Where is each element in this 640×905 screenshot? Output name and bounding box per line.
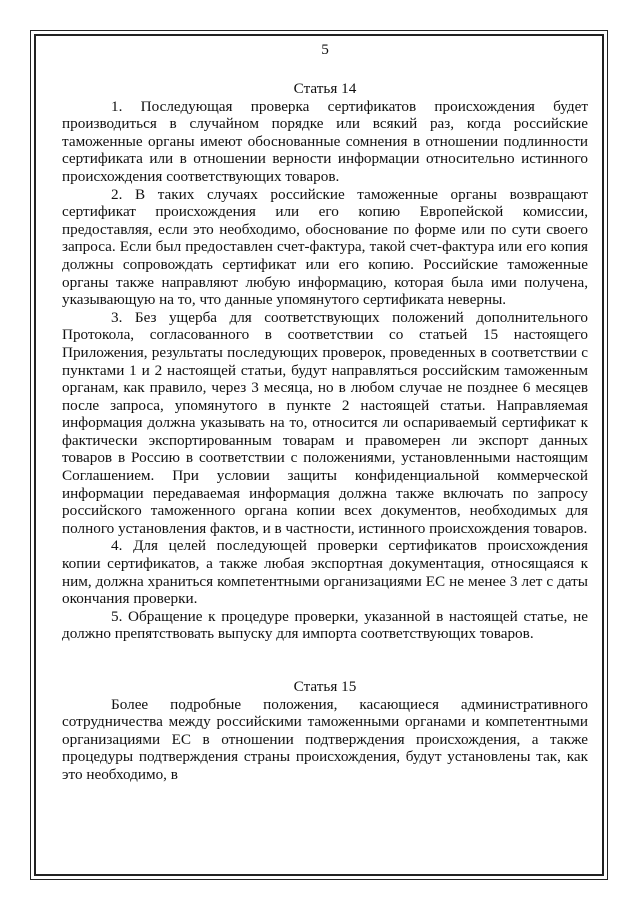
paragraph: 2. В таких случаях российские таможенные органы возвращают сертификат происхождения или его копию Европейской комиссии, предоставляя, если это необходимо, обоснование по форме или по сути своего запроса. Если был предоставлен счет-фактура, такой счет-фактура или его копия должны сопровождать сертификат или его копию. Российские таможенные органы также направляют любую информацию, которая была ими получена, указывающую на то, что данные упомянутого сертификата неверны.	[62, 185, 588, 309]
page-number: 5	[321, 41, 329, 58]
paragraph: 5. Обращение к процедуре проверки, указанной в настоящей статье, не должно препятствовать выпуску для импорта соответствующих товаров.	[62, 607, 588, 643]
article-title: Статья 14	[293, 80, 357, 97]
article-14	[62, 80, 588, 643]
paragraph: 1. Последующая проверка сертификатов происхождения будет производиться в случайном порядке или всякий раз, когда российские таможенные органы имеют обоснованные сомнения в отношении подлинности сертификата или в отношении верности информации относительно истинного происхождения соответствующих товаров.	[62, 97, 588, 185]
article-15	[62, 678, 588, 784]
section-gap	[62, 643, 588, 678]
paragraph: 4. Для целей последующей проверки сертификатов происхождения копии сертификатов, а также любая экспортная документация, относящаяся к ним, должна храниться компетентными организациями ЕС не менее 3 лет с даты окончания проверки.	[62, 537, 588, 608]
article-title: Статья 15	[293, 678, 357, 695]
paragraph: Более подробные положения, касающиеся административного сотрудничества между российскими таможенными органами и компетентными организациями ЕС в отношении подтверждения происхождения, а также процедуры подтверждения страны происхождения, будут установлены так, как это необходимо, в	[62, 695, 588, 783]
document-body	[62, 40, 588, 784]
paragraph: 3. Без ущерба для соответствующих положений дополнительного Протокола, согласованного в соответствии со статьей 15 настоящего Приложения, результаты последующих проверок, проведенных в соответствии с пунктами 1 и 2 настоящей статьи, будут направляться российским таможенным органам, как правило, через 3 месяца, но в любом случае не позднее 6 месяцев после запроса, упомянутого в пункте 2 настоящей статьи. Направляемая информация должна указывать на то, относится ли оспариваемый сертификат к фактически экспортированным товарам и правомерен ли экспорт данных товаров в Россию в соответствии с положениями, установленными настоящим Соглашением. При условии защиты конфиденциальной коммерческой информации передаваемая информация должна также включать по запросу российского таможенного органа копии всех документов, необходимых для полного установления фактов, и в частности, истинного происхождения товаров.	[62, 308, 588, 537]
